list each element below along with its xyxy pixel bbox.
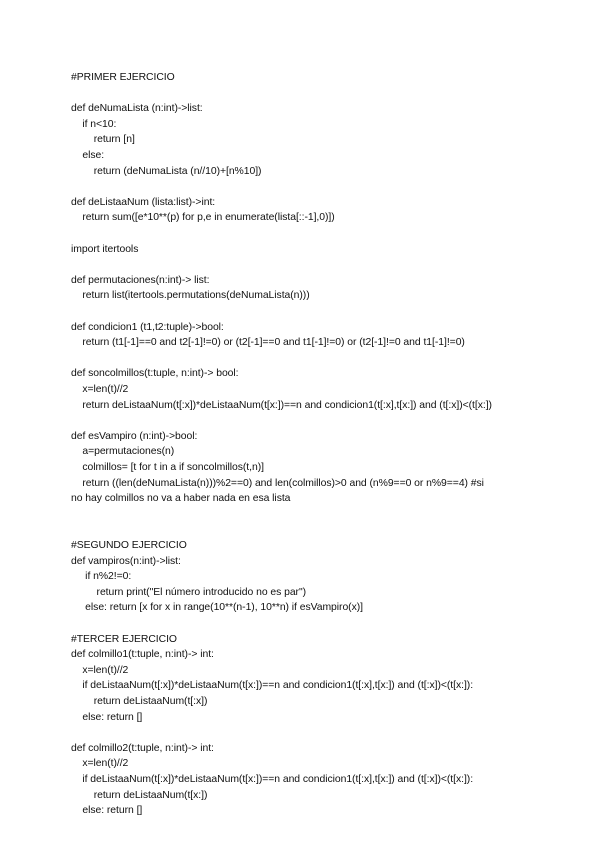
code-line: else: return [x for x in range(10**(n-1), 10**n) if esVampiro(x)]	[71, 602, 363, 614]
code-line: def esVampiro (n:int)->bool:	[71, 430, 198, 442]
code-line: if deListaaNum(t[:x])*deListaaNum(t[x:])==n and condicion1(t[:x],t[x:]) and (t[:x])<(t[x:]):	[71, 680, 474, 692]
code-line: def vampiros(n:int)->list:	[71, 555, 181, 567]
code-line: return deListaaNum(t[x:])	[71, 789, 208, 801]
code-line: return [n]	[71, 134, 135, 146]
code-line: if deListaaNum(t[:x])*deListaaNum(t[x:])==n and condicion1(t[:x],t[x:]) and (t[:x])<(t[x:]):	[71, 774, 474, 785]
code-line: return deListaaNum(t[:x])	[71, 696, 208, 707]
code-line: x=len(t)//2	[71, 384, 129, 395]
code-line: a=permutaciones(n)	[71, 446, 175, 458]
code-line: #TERCER EJERCICIO	[71, 633, 177, 645]
code-line: x=len(t)//2	[71, 664, 129, 676]
code-line: #PRIMER EJERCICIO	[71, 72, 175, 83]
code-line: return (t1[-1]==0 and t2[-1]!=0) or (t2[-1]==0 and t1[-1]!=0) or (t2[-1]!=0 and t1[-1]!=0)	[71, 337, 465, 349]
code-line: return ((len(deNumaLista(n)))%2==0) and len(colmillos)>0 and (n%9==0 or n%9==4) #si	[71, 477, 484, 489]
code-line: def permutaciones(n:int)-> list:	[71, 274, 210, 286]
code-line: no hay colmillos no va a haber nada en esa lista	[71, 493, 291, 505]
code-line: else:	[71, 150, 105, 161]
code-line: #SEGUNDO EJERCICIO	[71, 540, 187, 551]
code-line: return list(itertools.permutations(deNumaLista(n)))	[71, 290, 310, 302]
code-line: def condicion1 (t1,t2:tuple)->bool:	[71, 321, 224, 333]
code-line: def deListaaNum (lista:list)->int:	[71, 196, 216, 208]
code-line: def soncolmillos(t:tuple, n:int)-> bool:	[71, 368, 239, 380]
code-line: x=len(t)//2	[71, 758, 129, 770]
code-line: if n<10:	[71, 118, 117, 130]
code-line: def colmillo1(t:tuple, n:int)-> int:	[71, 649, 214, 661]
code-line: return (deNumaLista (n//10)+[n%10])	[71, 165, 262, 177]
code-line: import itertools	[71, 243, 139, 255]
code-line: return deListaaNum(t[:x])*deListaaNum(t[x:])==n and condicion1(t[:x],t[x:]) and (t[:x])<(t[x:])	[71, 399, 492, 411]
code-line: def colmillo2(t:tuple, n:int)-> int:	[71, 742, 214, 754]
code-line: else: return []	[71, 711, 143, 723]
code-line: colmillos= [t for t in a if soncolmillos(t,n)]	[71, 462, 264, 473]
code-line: if n%2!=0:	[71, 571, 132, 583]
code-line: def deNumaLista (n:int)->list:	[71, 103, 203, 115]
code-line: return sum([e*10**(p) for p,e in enumerate(lista[::-1],0)])	[71, 212, 335, 224]
code-line: else: return []	[71, 805, 143, 817]
code-line: return print("El número introducido no es par")	[71, 586, 307, 598]
